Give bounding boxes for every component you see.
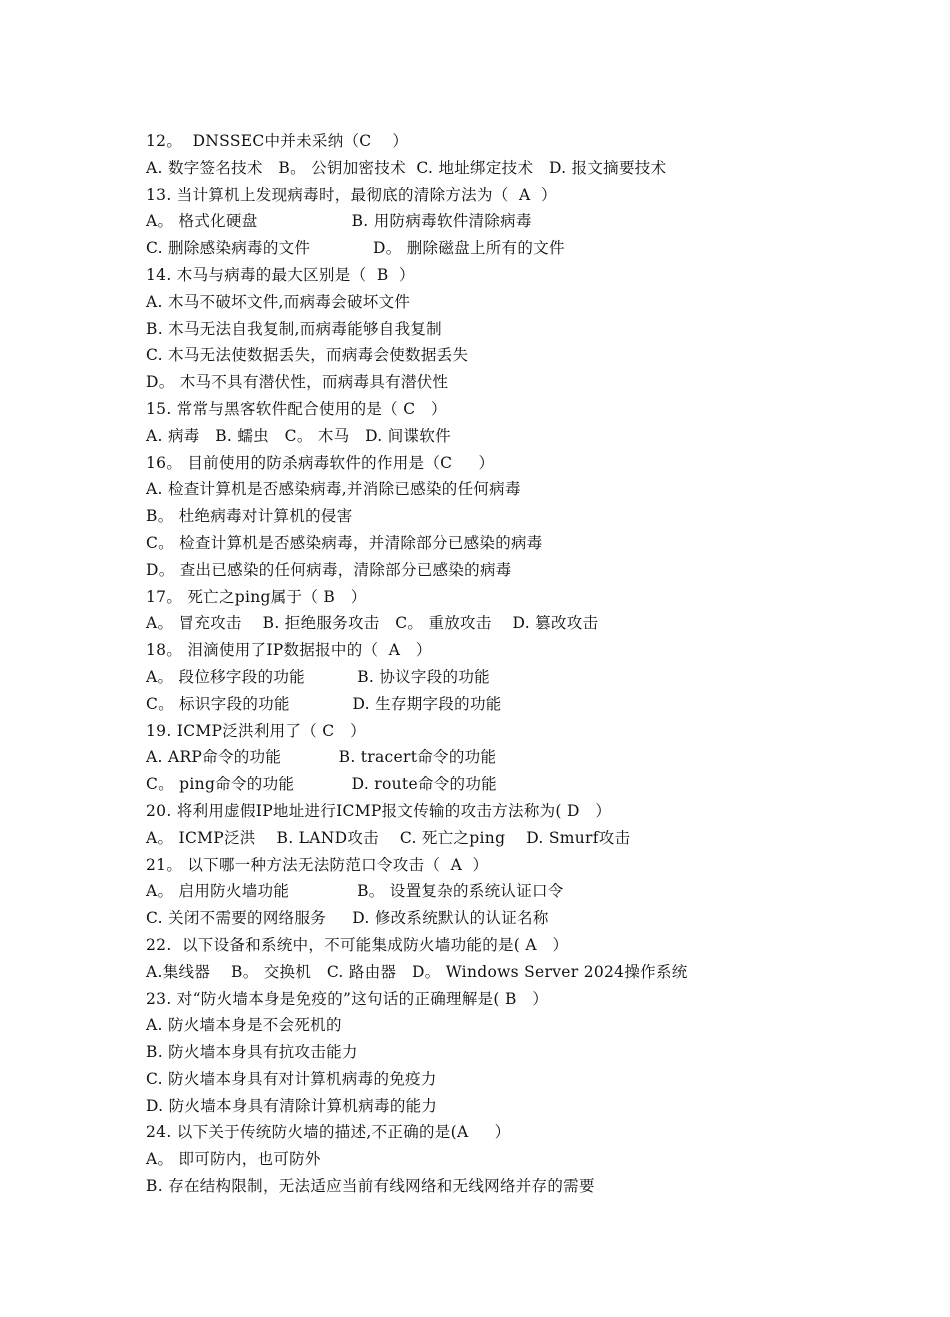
question-15-options: A. 病毒 B. 蠕虫 C。 木马 D. 间谍软件 (146, 426, 451, 445)
question-23-option-c: C. 防火墙本身具有对计算机病毒的免疫力 (146, 1069, 437, 1088)
question-18-options-ab: A。 段位移字段的功能 B. 协议字段的功能 (146, 667, 490, 686)
question-23-option-d: D. 防火墙本身具有清除计算机病毒的能力 (146, 1096, 438, 1115)
question-14-option-c: C. 木马无法使数据丢失，而病毒会使数据丢失 (146, 346, 469, 365)
question-16: 16。 目前使用的防杀病毒软件的作用是（C ） (146, 453, 495, 472)
question-13: 13. 当计算机上发现病毒时，最彻底的清除方法为（ A ） (146, 185, 557, 204)
question-20: 20. 将利用虚假IP地址进行ICMP报文传输的攻击方法称为( D ） (146, 801, 612, 820)
question-12: 12。 DNSSEC中并未采纳（C ） (146, 132, 409, 150)
question-20-options: A。 ICMP泛洪 B. LAND攻击 C. 死亡之ping D. Smurf攻击 (146, 828, 631, 847)
question-16-option-a: A. 检查计算机是否感染病毒,并消除已感染的任何病毒 (146, 480, 521, 499)
question-12-options: A. 数字签名技术 B。 公钥加密技术 C. 地址绑定技术 D. 报文摘要技术 (146, 158, 667, 177)
question-22-options: A.集线器 B。 交换机 C. 路由器 D。 Windows Server 2024操作系统 (146, 962, 688, 981)
question-14: 14. 木马与病毒的最大区别是（ B ） (146, 265, 415, 284)
question-14-option-b: B. 木马无法自我复制,而病毒能够自我复制 (146, 319, 442, 338)
question-13-options-ab: A。 格式化硬盘 B. 用防病毒软件清除病毒 (146, 212, 532, 231)
question-16-option-d: D。 查出已感染的任何病毒，清除部分已感染的病毒 (146, 560, 512, 579)
question-19-options-cd: C。 ping命令的功能 D. route命令的功能 (146, 775, 497, 794)
question-13-options-cd: C. 删除感染病毒的文件 D。 删除磁盘上所有的文件 (146, 239, 565, 258)
question-14-option-d: D。 木马不具有潜伏性，而病毒具有潜伏性 (146, 373, 449, 392)
question-list (146, 128, 906, 1200)
question-21-options-cd: C. 关闭不需要的网络服务 D. 修改系统默认的认证名称 (146, 909, 549, 928)
question-23-option-a: A. 防火墙本身是不会死机的 (146, 1016, 342, 1035)
question-18: 18。 泪滴使用了IP数据报中的（ A ） (146, 641, 432, 660)
question-19: 19. ICMP泛洪利用了（ C ） (146, 721, 366, 740)
question-23: 23. 对“防火墙本身是免疫的”这句话的正确理解是( B ） (146, 989, 549, 1008)
question-17: 17。 死亡之ping属于（ B ） (146, 587, 367, 606)
question-21: 21。 以下哪一种方法无法防范口令攻击（ A ） (146, 855, 489, 874)
question-16-option-b: B。 杜绝病毒对计算机的侵害 (146, 507, 353, 526)
question-16-option-c: C。 检查计算机是否感染病毒，并清除部分已感染的病毒 (146, 533, 543, 552)
question-14-option-a: A. 木马不破坏文件,而病毒会破坏文件 (146, 292, 411, 311)
question-18-options-cd: C。 标识字段的功能 D. 生存期字段的功能 (146, 694, 502, 713)
question-17-options: A。 冒充攻击 B. 拒绝服务攻击 C。 重放攻击 D. 篡改攻击 (146, 614, 599, 633)
question-21-options-ab: A。 启用防火墙功能 B。 设置复杂的系统认证口令 (146, 882, 564, 901)
question-22: 22. 以下设备和系统中，不可能集成防火墙功能的是( A ） (146, 935, 569, 954)
question-15: 15. 常常与黑客软件配合使用的是（ C ） (146, 399, 447, 418)
question-24: 24. 以下关于传统防火墙的描述,不正确的是(A ） (146, 1123, 511, 1142)
question-23-option-b: B. 防火墙本身具有抗攻击能力 (146, 1043, 358, 1062)
question-24-option-b: B. 存在结构限制，无法适应当前有线网络和无线网络并存的需要 (146, 1177, 595, 1196)
question-24-option-a: A。 即可防内，也可防外 (146, 1150, 321, 1169)
question-19-options-ab: A. ARP命令的功能 B. tracert命令的功能 (146, 748, 497, 767)
